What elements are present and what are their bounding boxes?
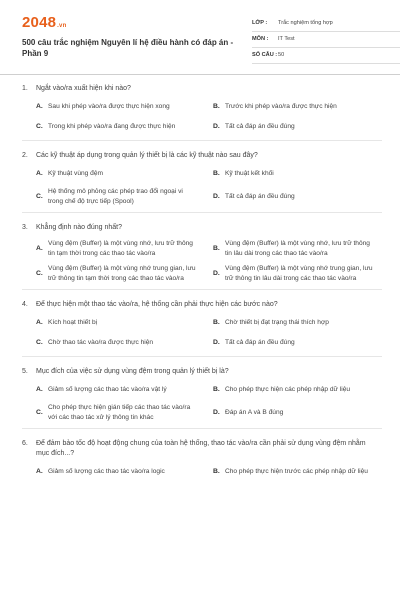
question-number: 6. (22, 440, 28, 447)
option-text: Vùng đệm (Buffer) là một vùng nhớ trung gian, lưu trữ thông tin lâu dài trong các thao tác vào/ra (225, 265, 373, 282)
option-letter: D. (213, 123, 220, 131)
answer-option-d[interactable] (213, 120, 382, 134)
option-text: Cho phép thực hiện các phép nhập dữ liệu (225, 386, 351, 394)
answer-option-c[interactable] (36, 120, 205, 134)
logo-suffix: .vn (57, 23, 67, 29)
answer-option-d[interactable] (213, 264, 382, 283)
option-letter: A. (36, 319, 43, 327)
question-item (22, 363, 382, 429)
answer-option-d[interactable] (213, 403, 382, 422)
option-letter: A. (36, 386, 43, 394)
question-text: Để đảm bảo tốc độ hoạt động chung của toàn hệ thống, thao tác vào/ra cần phải sử dụng vùng đệm nhằm mục đích...? (36, 440, 366, 457)
question-text: Các kỹ thuật áp dụng trong quản lý thiết bị là các kỹ thuật nào sau đây? (36, 152, 258, 159)
option-text: Vùng đệm (Buffer) là một vùng nhớ trung gian, lưu trữ thông tin tạm thời trong các thao tác vào/ra (48, 265, 196, 282)
question-list (22, 80, 382, 491)
meta-key: LỚP : (252, 20, 268, 26)
question-header (22, 363, 382, 377)
option-text: Vùng đệm (Buffer) là một vùng nhớ, lưu trữ thông tin tạm thời trong các thao tác vào/ra (48, 240, 193, 257)
meta-value: 50 (278, 52, 285, 58)
option-text: Giảm số lượng các thao tác vào/ra logic (48, 468, 165, 476)
option-letter: A. (36, 103, 43, 111)
option-letter: B. (213, 468, 220, 476)
answer-options (22, 239, 382, 283)
option-letter: B. (213, 386, 220, 394)
option-text: Kỹ thuật vùng đệm (48, 170, 103, 178)
option-letter: C. (36, 192, 43, 200)
option-text: Cho phép thực hiện gián tiếp các thao tác vào/ra với các thao tác xử lý thông tin khác (48, 404, 191, 421)
answer-option-a[interactable] (36, 316, 205, 330)
logo-main: 2048 (22, 14, 57, 31)
question-number: 5. (22, 368, 28, 375)
document-header (22, 14, 382, 62)
meta-row-count (252, 48, 400, 64)
document-title: 500 câu trắc nghiệm Nguyên lí hệ điều hành có đáp án - Phần 9 (22, 38, 234, 58)
question-header (22, 296, 382, 310)
question-number: 2. (22, 152, 28, 159)
answer-option-a[interactable] (36, 465, 205, 479)
answer-option-a[interactable] (36, 239, 205, 258)
option-text: Tất cả đáp án đều đúng (225, 339, 295, 347)
question-item (22, 147, 382, 213)
option-letter: A. (36, 468, 43, 476)
option-text: Giảm số lượng các thao tác vào/ra vật lý (48, 386, 167, 394)
option-letter: C. (36, 408, 43, 416)
question-number: 3. (22, 224, 28, 231)
answer-option-a[interactable] (36, 383, 205, 397)
answer-options (22, 465, 382, 479)
meta-value: Trắc nghiệm tổng hợp (278, 20, 333, 26)
option-letter: B. (213, 103, 220, 111)
answer-option-b[interactable] (213, 100, 382, 114)
question-number: 4. (22, 301, 28, 308)
question-item (22, 296, 382, 357)
option-letter: C. (36, 269, 43, 277)
option-letter: C. (36, 123, 43, 131)
meta-info (252, 16, 400, 64)
answer-options (22, 100, 382, 134)
option-letter: D. (213, 192, 220, 200)
question-header (22, 80, 382, 94)
answer-option-a[interactable] (36, 167, 205, 181)
option-letter: D. (213, 269, 220, 277)
option-text: Đáp án A và B đúng (225, 408, 284, 416)
answer-options (22, 316, 382, 350)
question-header (22, 219, 382, 233)
option-text: Tất cả đáp án đều đúng (225, 192, 295, 200)
option-text: Tất cả đáp án đều đúng (225, 123, 295, 131)
option-text: Cho phép thực hiện trước các phép nhập dữ liệu (225, 468, 368, 476)
answer-option-b[interactable] (213, 465, 382, 479)
question-item (22, 80, 382, 141)
answer-option-a[interactable] (36, 100, 205, 114)
answer-option-c[interactable] (36, 403, 205, 422)
question-number: 1. (22, 85, 28, 92)
option-letter: D. (213, 339, 220, 347)
answer-option-c[interactable] (36, 264, 205, 283)
answer-option-b[interactable] (213, 239, 382, 258)
option-letter: C. (36, 339, 43, 347)
option-letter: D. (213, 408, 220, 416)
question-text: Để thực hiện một thao tác vào/ra, hệ thống cần phải thực hiện các bước nào? (36, 301, 278, 308)
question-header (22, 435, 382, 459)
site-logo[interactable] (22, 14, 66, 31)
answer-option-b[interactable] (213, 316, 382, 330)
option-text: Chờ thao tác vào/ra được thực hiện (48, 339, 154, 347)
question-text: Mục đích của việc sử dụng vùng đệm trong quản lý thiết bị là? (36, 368, 229, 375)
question-text: Khẳng định nào đúng nhất? (36, 224, 123, 231)
option-text: Kích hoạt thiết bị (48, 319, 98, 327)
answer-option-c[interactable] (36, 336, 205, 350)
option-letter: A. (36, 170, 43, 178)
option-text: Hệ thống mô phỏng các phép trao đổi ngoại vi trong chế độ trực tiếp (Spool) (48, 188, 183, 205)
option-text: Trước khi phép vào/ra được thực hiện (225, 103, 337, 111)
meta-key: MÔN : (252, 36, 269, 42)
meta-row-subject (252, 32, 400, 48)
answer-option-d[interactable] (213, 336, 382, 350)
option-text: Chờ thiết bị đạt trạng thái thích hợp (225, 319, 329, 327)
option-text: Vùng đệm (Buffer) là một vùng nhớ, lưu trữ thông tin lâu dài trong các thao tác vào/ra (225, 240, 370, 257)
option-text: Sau khi phép vào/ra được thực hiện xong (48, 103, 170, 111)
question-text: Ngắt vào/ra xuất hiện khi nào? (36, 85, 131, 92)
meta-row-class (252, 16, 400, 32)
answer-option-b[interactable] (213, 167, 382, 181)
option-letter: B. (213, 170, 220, 178)
header-divider (0, 74, 400, 75)
answer-options (22, 167, 382, 206)
option-text: Trong khi phép vào/ra đang được thực hiện (48, 123, 176, 131)
answer-option-d[interactable] (213, 187, 382, 206)
option-letter: B. (213, 244, 220, 252)
question-item (22, 435, 382, 485)
answer-option-b[interactable] (213, 383, 382, 397)
question-item (22, 219, 382, 290)
answer-options (22, 383, 382, 422)
option-letter: A. (36, 244, 43, 252)
option-text: Kỹ thuật kết khối (225, 170, 274, 178)
meta-key: SỐ CÂU : (252, 52, 278, 58)
question-header (22, 147, 382, 161)
meta-value: IT Test (278, 36, 295, 42)
option-letter: B. (213, 319, 220, 327)
answer-option-c[interactable] (36, 187, 205, 206)
